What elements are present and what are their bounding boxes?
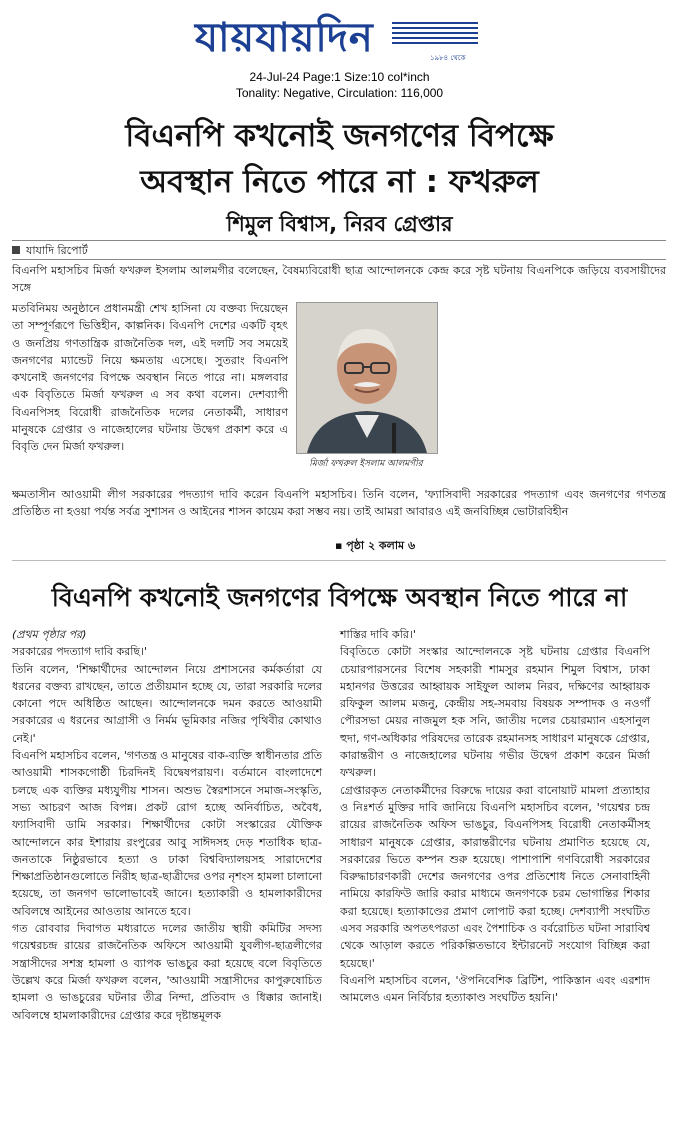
masthead-tagline: ১৯৮৪ থেকে — [430, 54, 466, 62]
portrait-photo — [296, 302, 438, 454]
continuation-left-column — [12, 626, 322, 1024]
byline-bar — [12, 240, 666, 260]
headline-line2: অবস্থান নিতে পারে না : ফখরুল — [140, 164, 539, 200]
article-side-text: মতবিনিময় অনুষ্ঠানে প্রধানমন্ত্রী শেখ হাসিনা যে বক্তব্য দিয়েছেন তা সম্পূর্ণরূপে ভিত্তিহীন, কাল্পনিক। বিএনপি দেশের একটি বৃহৎ ও জনপ্রিয় গণতান্ত্রিক রাজনৈতিক দল, এই দলটি সব সময়েই জনগণের ম্যান্ডেট নিয়ে ক্ষমতায় এসেছে। সুতরাং বিএনপি কখনোই জনগণের বিপক্ষে অবস্থান নিতে পারে না। মঙ্গলবার এক বিবৃতিতে মির্জা ফখরুল এ সব কথা বলেন। দেশব্যাপী বিএনপিসহ বিরোধী রাজনৈতিক দলের নেতাকর্মী, সাধারণ মানুষকে গ্রেপ্তার ও নাজেহালের ঘটনায় উদ্বেগ প্রকাশ করে এ বিবৃতি দেন মির্জা ফখরুল। — [12, 302, 288, 454]
headline-line1: বিএনপি কখনোই জনগণের বিপক্ষে — [125, 118, 554, 154]
continuation-right-column — [340, 626, 650, 1007]
byline-square-icon — [12, 246, 20, 254]
right-paragraph: গ্রেপ্তারকৃত নেতাকর্মীদের বিরুদ্ধে দায়ের করা বানোয়াট মামলা প্রত্যাহার ও নিঃশর্ত মুক্তির দাবি জানিয়ে বিএনপি মহাসচিব বলেন, 'গয়েশ্বর চন্দ্র রায়ের রাজনৈতিক অফিস ভাঙচুর, বিএনপিসহ বিরোধী নেতাকর্মীসহ সাধারণ মানুষকে গ্রেপ্তার, কারান্তরীণের ঘটনায় প্রমাণিত হয়েছে যে, সরকারের ভিতে কম্পন শুরু হয়েছে। পাশাপাশি গণবিরোধী সরকারের বিরুদ্ধাচারণকারী দেশের জনগণের ওপর প্রতিশোধ নিতে সেনাবাহিনী নামিয়ে কারফিউ জারি করার মাধ্যমে জনগণকে চরম ভোগান্তির শিকার করা হয়েছে। হত্যাকাণ্ডের প্রমাণ লোপাট করা হচ্ছে। দেশব্যাপী সংঘটিত এসব সরকারি অপতৎপরতা এবং পৈশাচিক ও বর্বরোচিত ঘটনা সারাবিশ্ব থেকে আড়াল করতে পরিকল্পিতভাবে ইন্টারনেট সংযোগ বিচ্ছিন্ন করা হয়েছে।' — [340, 783, 650, 970]
newspaper-logo: যায়যায়দিন — [195, 14, 374, 61]
left-paragraph: তিনি বলেন, 'শিক্ষার্থীদের আন্দোলন নিয়ে প্রশাসনের কর্মকর্তারা যে ধরনের বক্তব্য রাখছেন, তাতে প্রতীয়মান হচ্ছে যে, তারা সরকারি দলের কোনো পদে অধিষ্ঠিত আছেন। আন্দোলনকে দমন করতে আওয়ামী সরকারের এ ধরনের আগ্রাসী ও নির্মম ভূমিকার নজির পৃথিবীর কোথাও নেই।' — [12, 662, 322, 745]
subheadline: শিমুল বিশ্বাস, নিরব গ্রেপ্তার — [226, 212, 453, 236]
left-paragraph: গত রোববার দিবাগত মধ্যরাতে দলের জাতীয় স্থায়ী কমিটির সদস্য গয়েশ্বরচন্দ্র রায়ের রাজনৈতিক অফিসে আওয়ামী যুবলীগ-ছাত্রলীগের সন্ত্রাসীদের সশস্ত্র হামলা ও ব্যাপক ভাঙচুর করা হয়েছে বলে বিবৃতিতে উল্লেখ করে মির্জা ফখরুল বলেন, 'আওয়ামী সন্ত্রাসীদের কাপুরুষোচিত হামলা ও ভাঙচুরের ঘটনার তীব্র নিন্দা, প্রতিবাদ ও ধিক্কার জানাই। অবিলম্বে হামলাকারীদের গ্রেপ্তার করে দৃষ্টান্তমূলক — [12, 922, 322, 1022]
masthead — [0, 6, 679, 62]
logo-stripes — [392, 22, 478, 48]
right-paragraph: বিবৃতিতে কোটা সংস্কার আন্দোলনকে সৃষ্ট ঘটনায় গ্রেপ্তার বিএনপি চেয়ারপারসনের বিশেষ সহকারী শামসুর রহমান শিমুল বিশ্বাস, ঢাকা মহানগর উত্তরের আহ্বায়ক সাইফুল আলম নিরব, দক্ষিণের আহ্বায়ক রফিকুল আলম মজনু, কেন্দ্রীয় সহ-সমবায় বিষয়ক সম্পাদক ও নওগাঁ পৌরসভা মেয়র নাজমুল হক সনি, জাতীয় দলের চেয়ারম্যান এহসানুল হুদা, গণ-অধিকার পরিষদের তারেক রহমানসহ সাধারণ মানুষকে গ্রেপ্তার, কারান্তরীণ ও নাজেহালের ঘটনায় গভীর উদ্বেগ প্রকাশ করেন মির্জা ফখরুল। — [340, 645, 650, 780]
portrait-illustration — [297, 303, 437, 453]
right-paragraph: বিএনপি মহাসচিব বলেন, 'ঔপনিবেশিক ব্রিটিশ, পাকিস্তান এবং এরশাদ আমলেও এমন নির্বিচার হত্যাকাণ্ড সংঘটিত হয়নি।' — [340, 973, 650, 1005]
continued-note: ▪ পৃষ্ঠা ২ কলাম ৬ — [335, 539, 416, 552]
continuation-headline: বিএনপি কখনোই জনগণের বিপক্ষে অবস্থান নিতে পারে না — [51, 583, 628, 612]
article-tail-text: ক্ষমতাসীন আওয়ামী লীগ সরকারের পদত্যাগ দাবি করেন বিএনপি মহাসচিব। তিনি বলেন, 'ফ্যাসিবাদী সরকারের পদত্যাগ এবং জনগণের গণতন্ত্র প্রতিষ্ঠিত না হওয়া পর্যন্ত সর্বত্র সুশাসন ও আইনের শাসন কায়েম করা সম্ভব নয়। তাই আমরা আবারও এই জনবিচ্ছিন্ন ভোটারবিহীন — [12, 488, 666, 519]
section-divider — [12, 560, 666, 561]
clipping-meta-line2: Tonality: Negative, Circulation: 116,000 — [235, 86, 444, 100]
from-page-note: (প্রথম পৃষ্ঠার পর) — [12, 628, 87, 641]
byline — [12, 242, 88, 261]
byline-text: যাযাদি রিপোর্ট — [26, 244, 88, 257]
clipping-meta-line1: 24-Jul-24 Page:1 Size:10 col*inch — [249, 70, 430, 84]
continued-note-text: পৃষ্ঠা ২ কলাম ৬ — [346, 539, 416, 552]
left-paragraph: বিএনপি মহাসচিব বলেন, 'গণতন্ত্র ও মানুষের বাক-ব্যক্তি স্বাধীনতার প্রতি আওয়ামী শাসকগোষ্ঠী চিরদিনই বিদ্বেষপরায়ণ। বর্তমানে বাংলাদেশে চলছে এক ব্যক্তির মধ্যযুগীয় শাসন। অশুভ স্বৈরশাসনে সমাজ-সংস্কৃতি, সভ্য আচরণ আজ বিপন্ন। প্রকট রোগ হচ্ছে অনির্বাচিত, অবৈধ, ফ্যাসিবাদী ডামি সরকার। শিক্ষার্থীদের কোটা সংস্কারের যৌক্তিক আন্দোলনে কার ইশারায় রংপুরের আবু সাঈদসহ দেড় শতাধিক ছাত্র-জনতাকে নিষ্ঠুরভাবে হত্যা ও ঢাকা বিশ্ববিদ্যালয়সহ সারাদেশের শিক্ষাপ্রতিষ্ঠানগুলোতে নিরীহ ছাত্র-ছাত্রীদের ওপর নৃশংস হামলা চালানো হয়েছে, তা জনগণ ভালোভাবেই জানে। হত্যাকারী ও হামলাকারীদের অবিলম্বে আইনের আওতায় আনতে হবে। — [12, 749, 322, 918]
left-paragraph: সরকারের পদত্যাগ দাবি করছি।' — [12, 645, 148, 659]
article-intro: বিএনপি মহাসচিব মির্জা ফখরুল ইসলাম আলমগীর বলেছেন, বৈষম্যবিরোধী ছাত্র আন্দোলনকে কেন্দ্র করে সৃষ্ট ঘটনায় বিএনপিকে জড়িয়ে ব্যবসায়ীদের সঙ্গে — [12, 264, 666, 295]
photo-caption: মির্জা ফখরুল ইসলাম আলমগীর — [309, 459, 423, 469]
right-paragraph: শাস্তির দাবি করি।' — [340, 628, 416, 641]
